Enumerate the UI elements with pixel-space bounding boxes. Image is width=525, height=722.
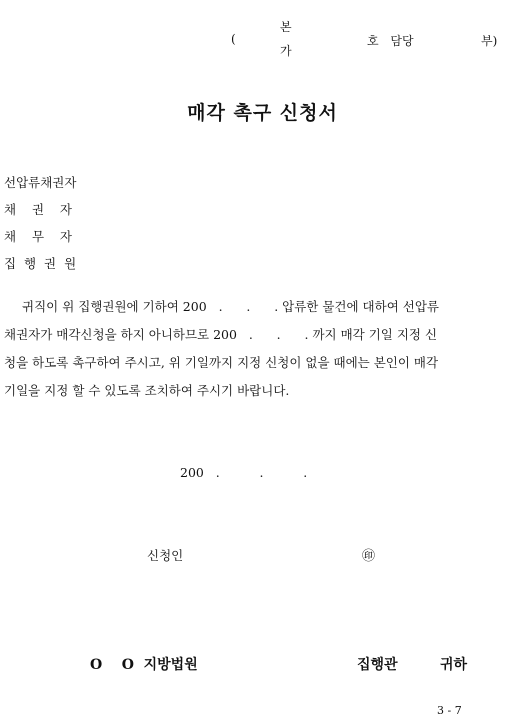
party-enforcement-title: 집 행 권 원 <box>4 256 77 271</box>
page-title: 매각 촉구 신청서 <box>187 102 338 124</box>
body-line-1: 귀직이 위 집행권원에 기하여 200 . . . 압류한 물건에 대하여 선압류 <box>22 299 439 314</box>
applicant-label: 신청인 <box>147 548 184 563</box>
date-line: 200 . . . <box>180 465 308 480</box>
header-ga: 가 <box>280 44 292 58</box>
court-name: O O 지방법원 <box>90 657 198 673</box>
seal-mark-icon: ㊞ <box>362 549 376 564</box>
header-bu: 부) <box>481 34 498 48</box>
body-line-2: 채권자가 매각신청을 하지 아니하므로 200 . . . 까지 매각 기일 지정 신 <box>4 327 438 342</box>
page-number: 3 - 7 <box>437 704 462 717</box>
addressee-honorific: 귀하 <box>440 657 468 673</box>
party-debtor: 채 무 자 <box>4 229 73 244</box>
header-open-paren: ( <box>231 32 236 46</box>
party-prior-seizure-creditor: 선압류채권자 <box>4 175 77 190</box>
body-line-4: 기일을 지정 할 수 있도록 조치하여 주시기 바랍니다. <box>4 383 290 398</box>
body-line-3: 청을 하도록 촉구하여 주시고, 위 기일까지 지정 신청이 없을 때에는 본인이 매각 <box>4 355 439 370</box>
addressee-officer: 집행관 <box>357 657 398 673</box>
header-ho-damdang: 호 담당 <box>367 34 414 48</box>
party-creditor: 채 권 자 <box>4 202 73 217</box>
header-bon: 본 <box>280 20 292 34</box>
